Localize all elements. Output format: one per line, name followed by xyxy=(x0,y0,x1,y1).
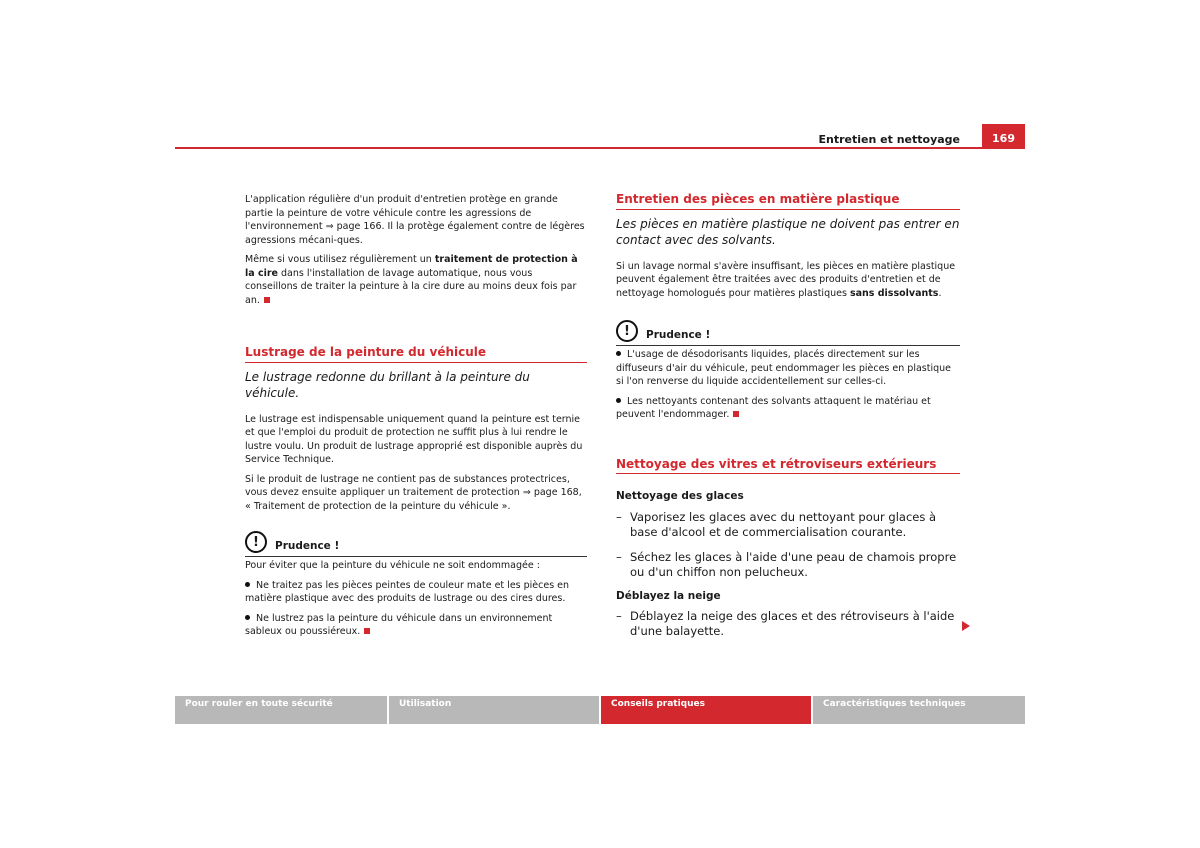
warning-intro: Pour éviter que la peinture du véhicule ne soit endommagée : xyxy=(245,560,540,571)
running-header-title: Entretien et nettoyage xyxy=(818,133,960,146)
section-title-vitres: Nettoyage des vitres et rétroviseurs extérieurs xyxy=(616,458,960,475)
warning-header xyxy=(616,320,960,346)
section-title-lustrage: Lustrage de la peinture du véhicule xyxy=(245,346,587,363)
paragraph-text: L'application régulière d'un produit d'entretien protège en grande partie la peinture de votre véhicule contre les agressions de l'environnement xyxy=(245,194,558,232)
warning-item-text: L'usage de désodorisants liquides, placés directement sur les diffuseurs d'air du véhicule, peut endommager les pièces en plastique si l'on renverse du liquide accidentellement sur celles-ci. xyxy=(616,349,951,387)
paragraph-text: . xyxy=(938,287,942,299)
warning-title: Prudence ! xyxy=(275,539,340,552)
paragraph-protection-ref: Si le produit de lustrage ne contient pas de substances protectrices, vous devez ensuite appliquer un traitement de protection ⇒ page 168, « Traitement de protection de la peinture du véhicule ». xyxy=(245,473,582,512)
tab-caracteristiques[interactable]: Caractéristiques techniques xyxy=(813,696,1025,724)
subheading-neige: Déblayez la neige xyxy=(616,589,721,602)
exclamation-circle-icon: ! xyxy=(616,320,638,342)
warning-item-text: Ne traitez pas les pièces peintes de couleur mate et les pièces en matière plastique avec des produits de lustrage ou des cires dures. xyxy=(245,579,570,604)
bullet-icon xyxy=(616,398,621,403)
bold-term: traitement de protection à la cire xyxy=(245,254,578,279)
exclamation-circle-icon: ! xyxy=(245,531,267,553)
lead-text-lustrage: Le lustrage redonne du brillant à la peinture du véhicule. xyxy=(245,369,530,400)
bullet-icon xyxy=(245,582,250,587)
paragraph-text: Même si vous utilisez régulièrement un xyxy=(245,254,435,265)
dash-marker: – xyxy=(616,609,622,623)
end-marker-icon xyxy=(733,411,739,417)
subheading-glaces: Nettoyage des glaces xyxy=(616,490,744,502)
instruction-text: Déblayez la neige des glaces et des rétroviseurs à l'aide d'une balayette. xyxy=(630,609,955,638)
section-title-plastique: Entretien des pièces en matière plastique xyxy=(616,193,960,210)
paragraph-lustrage: Le lustrage est indispensable uniquement quand la peinture est ternie et que l'emploi du produit de protection ne suffit plus à lui rendre le lustre voulu. Un produit de lustrage approprié est disponible auprès du Service Technique. xyxy=(245,413,583,465)
paragraph-text: dans l'installation de lavage automatique, nous vous conseillons de traiter la peinture à la cire dure au moins deux fois par an. xyxy=(245,267,577,306)
warning-item xyxy=(245,612,587,639)
instruction-step xyxy=(616,550,960,580)
left-column xyxy=(245,193,587,645)
paragraph-plastique xyxy=(616,260,960,301)
dash-marker: – xyxy=(616,509,622,524)
right-column xyxy=(616,193,960,649)
paragraph-protection xyxy=(245,193,587,247)
tab-utilisation[interactable]: Utilisation xyxy=(389,696,599,724)
page-number: 169 xyxy=(982,124,1025,148)
instruction-text: Séchez les glaces à l'aide d'une peau de chamois propre ou d'un chiffon non pelucheux. xyxy=(630,549,957,579)
instruction-text: Vaporisez les glaces avec du nettoyant pour glaces à base d'alcool et de commercialisation courante. xyxy=(630,509,937,539)
warning-header xyxy=(245,531,587,557)
bullet-icon xyxy=(245,615,250,620)
end-marker-icon xyxy=(264,297,270,303)
paragraph-wax xyxy=(245,253,587,307)
triangle-right-icon[interactable] xyxy=(962,621,970,631)
warning-item xyxy=(245,579,587,606)
instruction-step xyxy=(616,510,960,540)
warning-item-text: Ne lustrez pas la peinture du véhicule dans un environnement sableux ou poussiéreux. xyxy=(245,612,553,637)
warning-title: Prudence ! xyxy=(646,328,711,341)
dash-marker: – xyxy=(616,549,622,564)
header-rule xyxy=(175,147,1025,149)
tab-pour-rouler[interactable]: Pour rouler en toute sécurité xyxy=(175,696,387,724)
tab-conseils-pratiques[interactable]: Conseils pratiques xyxy=(601,696,811,724)
paragraph-text: Si un lavage normal s'avère insuffisant, les pièces en matière plastique peuvent également être traitées avec des produits d'entretien et de nettoyage homologués pour matières plastiques xyxy=(616,260,956,299)
page-reference[interactable]: ⇒ page 166. Il la protège également contre de légères agressions mécani-ques. xyxy=(245,221,585,246)
lead-text-plastique: Les pièces en matière plastique ne doivent pas entrer en contact avec des solvants. xyxy=(616,216,960,247)
warning-item xyxy=(616,348,960,389)
end-marker-icon xyxy=(364,628,370,634)
warning-item xyxy=(616,395,960,422)
bold-term: sans dissolvants xyxy=(849,287,939,299)
instruction-step xyxy=(616,609,960,639)
bullet-icon xyxy=(616,351,621,356)
warning-item-text: Les nettoyants contenant des solvants attaquent le matériau et peuvent l'endommager. xyxy=(616,395,931,420)
